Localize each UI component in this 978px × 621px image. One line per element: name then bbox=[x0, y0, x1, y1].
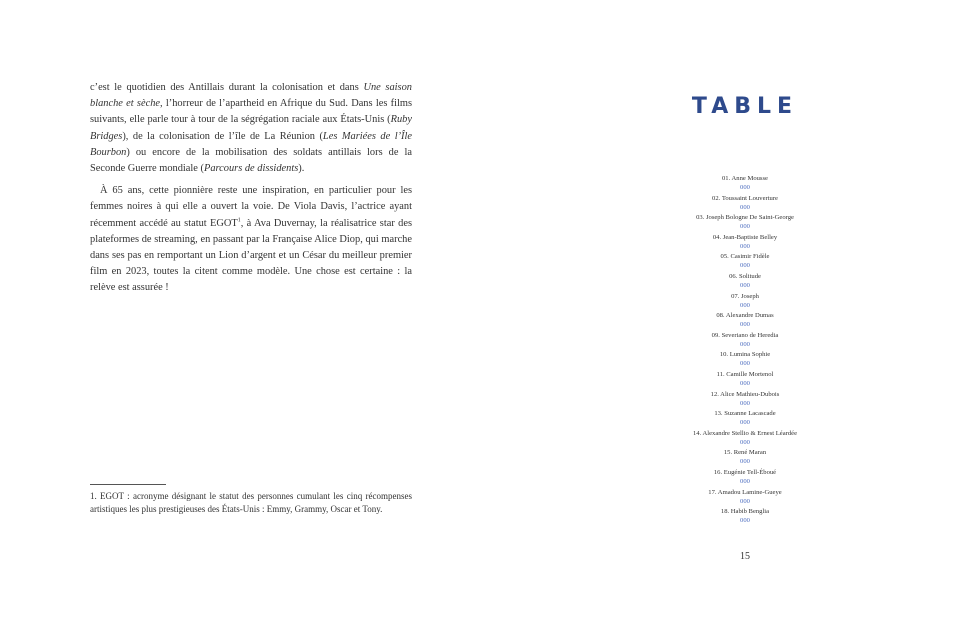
text-run: l’horreur de l’apartheid en Afrique du Sud. Dans les films suivants, elle parle tour à tour de la ségrégation raciale aux États-Unis ( bbox=[90, 98, 412, 126]
toc-entry-page: 000 bbox=[740, 458, 750, 466]
toc-entry[interactable] bbox=[660, 350, 830, 370]
toc-entry-page: 000 bbox=[740, 203, 750, 211]
toc-entry-page: 000 bbox=[740, 223, 750, 231]
toc-entry-label: 04. Jean-Baptiste Belley bbox=[712, 233, 778, 241]
text-run: À 65 ans, cette pionnière reste une inspiration, en particulier pour les femmes noires à qui elle a ouvert la voie. De Viola Davis, l’actrice ayant récemment accédé au statut EGOT bbox=[90, 185, 412, 229]
toc-entry-label: 02. Toussaint Louverture bbox=[712, 194, 778, 202]
toc-entry-page: 000 bbox=[740, 184, 750, 191]
body-paragraph-2 bbox=[90, 183, 412, 296]
text-run: c’est le quotidien des Antillais durant la colonisation et dans bbox=[90, 82, 364, 93]
toc-entry-label: 03. Joseph Bologne De Saint-George bbox=[696, 214, 794, 222]
toc-entry-page: 000 bbox=[740, 517, 750, 525]
toc-entry-label: 16. Eugénie Tell-Éboué bbox=[713, 468, 777, 476]
toc-entry-page: 000 bbox=[740, 497, 750, 505]
toc-entry-label: 18. Habib Benglia bbox=[720, 508, 770, 516]
toc-entry[interactable] bbox=[660, 174, 830, 194]
toc-entry-page: 000 bbox=[740, 301, 750, 309]
toc-entry-label: 10. Lumina Sophie bbox=[719, 351, 771, 359]
body-paragraph-1 bbox=[90, 80, 412, 177]
toc-entry[interactable] bbox=[660, 331, 830, 351]
toc-entry-label: 09. Severiano de Heredia bbox=[711, 331, 779, 339]
toc-entry-label: 12. Alice Mathieu-Dubois bbox=[710, 390, 780, 398]
toc-entry[interactable] bbox=[660, 311, 830, 331]
toc-entry-page: 000 bbox=[740, 281, 750, 289]
toc-entry-label: 05. Casimir Fidèle bbox=[720, 253, 770, 261]
toc-entry-label: 01. Anne Mousse bbox=[722, 175, 768, 182]
toc-entry-label: 17. Amadou Lamine-Gueye bbox=[708, 488, 782, 496]
film-title: Ruby Bridges bbox=[90, 114, 412, 142]
toc-entry[interactable] bbox=[660, 233, 830, 253]
toc-entry[interactable] bbox=[660, 409, 830, 429]
toc-entry[interactable] bbox=[660, 194, 830, 214]
toc-entry-page: 000 bbox=[740, 379, 750, 387]
toc-entry-page: 000 bbox=[740, 438, 750, 446]
toc-entry-label: 08. Alexandre Dumas bbox=[716, 312, 774, 320]
film-title: Les Mariées de l’Île Bourbon bbox=[90, 130, 413, 158]
toc-entry-page: 000 bbox=[740, 399, 750, 407]
toc-entry[interactable] bbox=[660, 468, 830, 488]
page-number: 15 bbox=[740, 551, 750, 562]
toc-entry-label: 11. Camille Mortenol bbox=[716, 370, 774, 378]
toc-entry[interactable] bbox=[660, 448, 830, 468]
film-title: Une saison blanche et sèche, bbox=[90, 82, 412, 110]
toc-entry[interactable] bbox=[660, 213, 830, 233]
toc-list bbox=[660, 174, 830, 527]
toc-entry-label: 14. Alexandre Stellio & Ernest Léardée bbox=[693, 429, 797, 437]
toc-entry[interactable] bbox=[660, 429, 830, 449]
toc-entry-page: 000 bbox=[740, 262, 750, 270]
toc-entry[interactable] bbox=[660, 272, 830, 292]
text-run: ). bbox=[298, 163, 305, 175]
film-title: Parcours de dissidents bbox=[203, 163, 299, 175]
toc-entry-page: 000 bbox=[740, 360, 750, 368]
text-run: ), de la colonisation de l’île de La Réunion ( bbox=[122, 130, 323, 142]
toc-entry[interactable] bbox=[660, 292, 830, 312]
toc-entry-label: 07. Joseph bbox=[731, 292, 759, 300]
text-run: ) ou encore de la mobilisation des soldats antillais lors de la Seconde Guerre mondiale ( bbox=[90, 146, 412, 175]
toc-entry-page: 000 bbox=[740, 477, 750, 485]
toc-entry[interactable] bbox=[660, 507, 830, 527]
toc-entry-page: 000 bbox=[740, 242, 750, 250]
footnote-divider bbox=[90, 484, 166, 485]
toc-entry[interactable] bbox=[660, 488, 830, 508]
toc-entry-label: 06. Solitude bbox=[729, 272, 761, 280]
toc-entry[interactable] bbox=[660, 370, 830, 390]
toc-entry[interactable] bbox=[660, 252, 830, 272]
toc-entry-label: 15. René Maran bbox=[723, 449, 767, 457]
toc-entry-page: 000 bbox=[740, 419, 750, 427]
text-run: , à Ava Duvernay, la réalisatrice star des plateformes de streaming, en passant par la Française Alice Diop, qui marche dans ses pas en remportant un Lion d’argent et un César du meilleur premier film en 2023, toutes la citent comme modèle. Une chose est certaine : la relève est assurée ! bbox=[90, 217, 412, 294]
toc-entry-label: 13. Suzanne Lacascade bbox=[714, 410, 776, 418]
footnote bbox=[90, 484, 412, 516]
left-page bbox=[90, 80, 412, 297]
toc-entry-page: 000 bbox=[740, 340, 750, 348]
toc-entry[interactable] bbox=[660, 390, 830, 410]
footnote-reference[interactable]: 1 bbox=[237, 217, 241, 224]
toc-entry-page: 000 bbox=[740, 321, 750, 329]
footnote-text: 1. EGOT : acronyme désignant le statut des personnes cumulant les cinq récompenses artistiques les plus prestigieuses des États-Unis : Emmy, Grammy, Oscar et Tony. bbox=[90, 491, 412, 514]
toc-title: TABLE bbox=[691, 94, 799, 119]
